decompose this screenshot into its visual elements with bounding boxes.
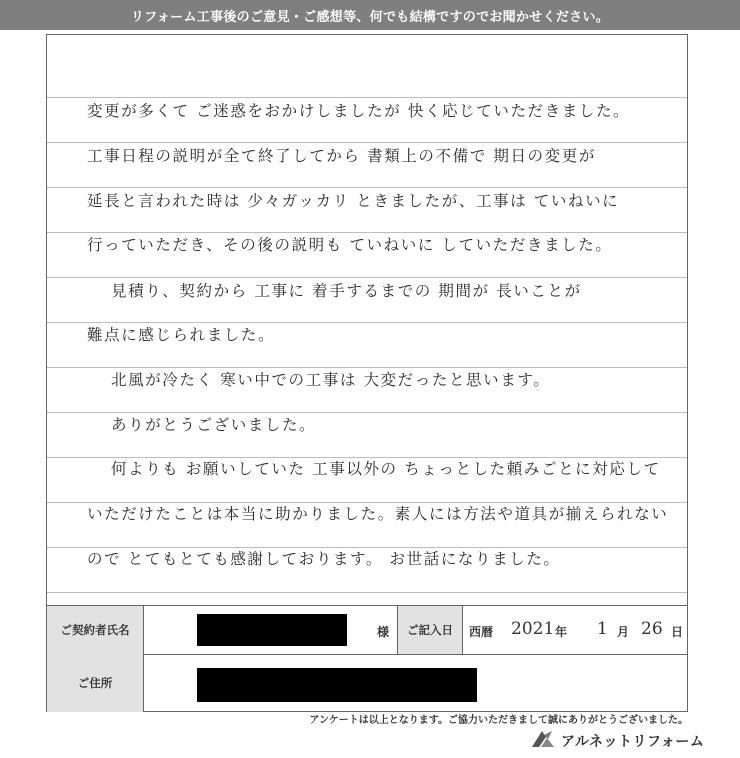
name-label-cell bbox=[47, 606, 143, 654]
era-label: 西暦 bbox=[469, 625, 494, 639]
comment-line: 見積り、契約から 工事に 着手するまでの 期間が 長いことが bbox=[111, 282, 582, 300]
comment-line: 変更が多くて ご迷惑をおかけしましたが 快く応じていただきました。 bbox=[87, 102, 631, 120]
day-unit: 日 bbox=[671, 625, 684, 639]
survey-form bbox=[46, 34, 688, 712]
comment-line: ありがとうございました。 bbox=[111, 416, 317, 434]
banner-text: リフォーム工事後のご意見・ご感想等、何でも結構ですのでお聞かせください。 bbox=[130, 9, 610, 25]
logo-mark-icon bbox=[530, 729, 556, 753]
name-date-row bbox=[47, 606, 687, 655]
customer-info-table bbox=[47, 605, 687, 712]
comment-line: ので とてもとても感謝しております。 お世話になりました。 bbox=[87, 550, 561, 568]
date-label-cell bbox=[398, 606, 462, 654]
divider bbox=[143, 654, 144, 712]
redacted-name bbox=[197, 614, 347, 646]
comment-line: 何よりも お願いしていた 工事以外の ちょっとした頼みごとに対応して bbox=[111, 460, 661, 478]
address-label: ご住所 bbox=[77, 676, 113, 690]
year-value: 2021 bbox=[511, 619, 555, 639]
comment-line: いただけたことは本当に助かりました。素人には方法や道具が揃えられない bbox=[87, 505, 669, 523]
date-label: ご記入日 bbox=[407, 623, 453, 637]
redacted-address bbox=[197, 668, 477, 702]
address-label-cell bbox=[47, 654, 143, 712]
company-logo bbox=[530, 729, 704, 753]
comment-line: 延長と言われた時は 少々ガッカリ ときましたが、工事は ていねいに bbox=[87, 192, 620, 210]
honorific: 様 bbox=[377, 625, 390, 639]
comment-line: 北風が冷たく 寒い中での工事は 大変だったと思います。 bbox=[111, 371, 551, 389]
comment-area bbox=[47, 35, 687, 605]
divider bbox=[462, 606, 463, 654]
closing-note: アンケートは以上となります。ご協力いただきまして誠にありがとうございました。 bbox=[309, 715, 688, 726]
brand-name: アルネットリフォーム bbox=[561, 734, 705, 750]
address-row bbox=[47, 654, 687, 712]
divider bbox=[143, 606, 144, 654]
comment-line: 難点に感じられました。 bbox=[87, 326, 276, 344]
top-banner bbox=[0, 0, 740, 30]
name-label: ご契約者氏名 bbox=[60, 623, 130, 637]
comment-line: 工事日程の説明が全て終了してから 書類上の不備で 期日の変更が bbox=[87, 147, 596, 165]
month-unit: 月 bbox=[617, 625, 630, 639]
year-unit: 年 bbox=[555, 625, 568, 639]
day-value: 26 bbox=[641, 619, 663, 639]
comment-line: 行っていただき、その後の説明も ていねいに していただきました。 bbox=[87, 236, 613, 254]
month-value: 1 bbox=[597, 619, 608, 639]
